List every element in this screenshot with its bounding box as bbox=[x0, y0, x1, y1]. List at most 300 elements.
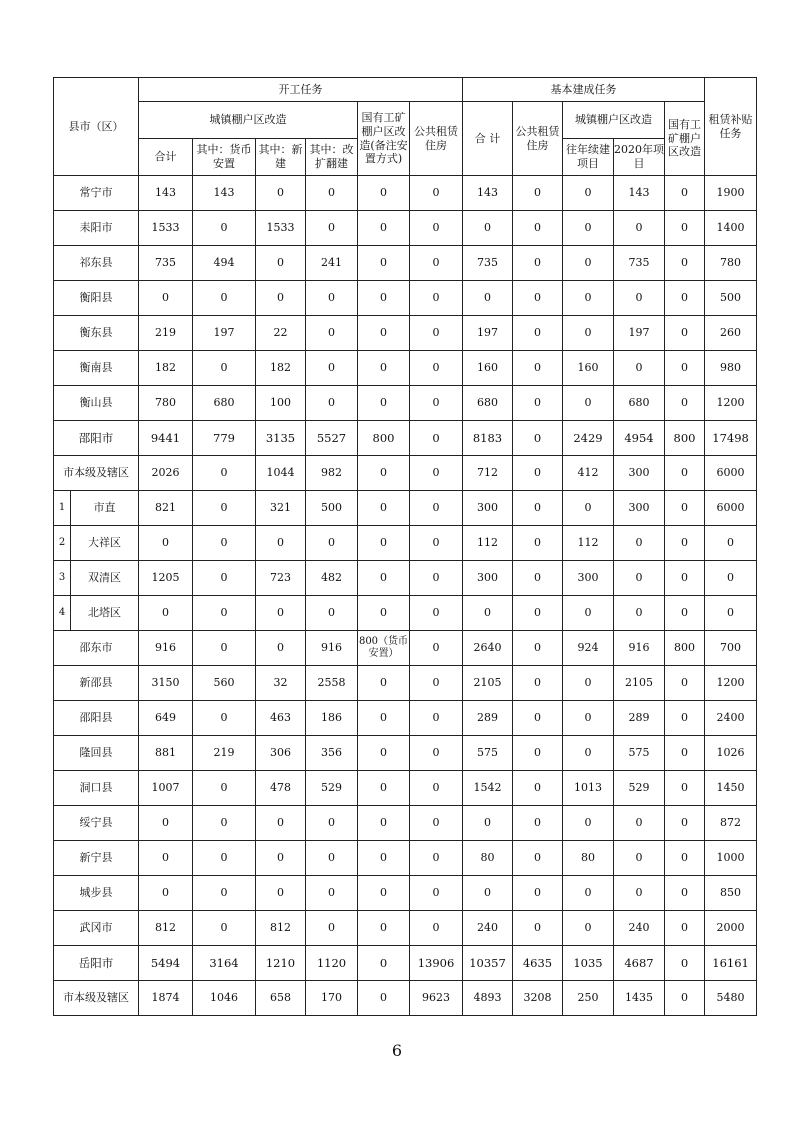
value-cell: 197 bbox=[463, 316, 513, 351]
value-cell: 0 bbox=[563, 911, 614, 946]
value-cell: 0 bbox=[358, 456, 410, 491]
value-cell: 812 bbox=[139, 911, 193, 946]
value-cell: 1046 bbox=[193, 981, 256, 1016]
county-name: 岳阳市 bbox=[54, 946, 139, 981]
value-cell: 0 bbox=[306, 316, 358, 351]
value-cell: 0 bbox=[358, 491, 410, 526]
value-cell: 0 bbox=[563, 736, 614, 771]
value-cell: 0 bbox=[513, 666, 563, 701]
value-cell: 0 bbox=[410, 596, 463, 631]
value-cell: 3150 bbox=[139, 666, 193, 701]
value-cell: 0 bbox=[513, 841, 563, 876]
value-cell: 0 bbox=[665, 386, 705, 421]
value-cell: 1542 bbox=[463, 771, 513, 806]
value-cell: 1533 bbox=[256, 211, 306, 246]
value-cell: 0 bbox=[614, 596, 665, 631]
value-cell: 1450 bbox=[705, 771, 757, 806]
value-cell: 412 bbox=[563, 456, 614, 491]
value-cell: 0 bbox=[463, 876, 513, 911]
value-cell: 0 bbox=[358, 841, 410, 876]
value-cell: 170 bbox=[306, 981, 358, 1016]
value-cell: 80 bbox=[463, 841, 513, 876]
value-cell: 0 bbox=[513, 176, 563, 211]
header-shack-reno-start: 城镇棚户区改造 bbox=[139, 102, 358, 139]
value-cell: 0 bbox=[410, 316, 463, 351]
value-cell: 0 bbox=[306, 596, 358, 631]
value-cell: 560 bbox=[193, 666, 256, 701]
value-cell: 0 bbox=[193, 456, 256, 491]
value-cell: 500 bbox=[306, 491, 358, 526]
value-cell: 321 bbox=[256, 491, 306, 526]
value-cell: 0 bbox=[193, 491, 256, 526]
value-cell: 0 bbox=[705, 596, 757, 631]
value-cell: 0 bbox=[563, 176, 614, 211]
value-cell: 0 bbox=[306, 911, 358, 946]
value-cell: 0 bbox=[463, 806, 513, 841]
value-cell: 1200 bbox=[705, 386, 757, 421]
value-cell: 800 bbox=[358, 421, 410, 456]
value-cell: 0 bbox=[193, 911, 256, 946]
value-cell: 0 bbox=[306, 806, 358, 841]
value-cell: 0 bbox=[513, 736, 563, 771]
value-cell: 0 bbox=[665, 281, 705, 316]
county-name: 北塔区 bbox=[71, 596, 139, 631]
table-row bbox=[54, 596, 757, 631]
row-index: 3 bbox=[54, 561, 71, 596]
value-cell: 0 bbox=[563, 701, 614, 736]
value-cell: 240 bbox=[463, 911, 513, 946]
value-cell: 0 bbox=[358, 211, 410, 246]
value-cell: 0 bbox=[665, 176, 705, 211]
value-cell: 0 bbox=[256, 596, 306, 631]
value-cell: 0 bbox=[614, 351, 665, 386]
header-state-mine-start: 国有工矿棚户区改造(备注安置方式) bbox=[358, 102, 410, 176]
value-cell: 0 bbox=[306, 841, 358, 876]
value-cell: 2026 bbox=[139, 456, 193, 491]
value-cell: 982 bbox=[306, 456, 358, 491]
value-cell: 494 bbox=[193, 246, 256, 281]
page-number: 6 bbox=[391, 1041, 403, 1060]
table-row bbox=[54, 946, 757, 981]
value-cell: 0 bbox=[665, 351, 705, 386]
value-cell: 0 bbox=[463, 211, 513, 246]
value-cell: 0 bbox=[614, 876, 665, 911]
value-cell: 1026 bbox=[705, 736, 757, 771]
value-cell: 700 bbox=[705, 631, 757, 666]
table-row bbox=[54, 806, 757, 841]
value-cell: 0 bbox=[513, 526, 563, 561]
county-name: 市本级及辖区 bbox=[54, 981, 139, 1016]
value-cell: 529 bbox=[614, 771, 665, 806]
table-row bbox=[54, 176, 757, 211]
value-cell: 1400 bbox=[705, 211, 757, 246]
value-cell: 0 bbox=[513, 211, 563, 246]
table-row bbox=[54, 911, 757, 946]
county-name: 大祥区 bbox=[71, 526, 139, 561]
county-name: 衡东县 bbox=[54, 316, 139, 351]
value-cell: 0 bbox=[306, 176, 358, 211]
table-row bbox=[54, 771, 757, 806]
value-cell: 0 bbox=[410, 666, 463, 701]
value-cell: 219 bbox=[139, 316, 193, 351]
value-cell: 0 bbox=[665, 946, 705, 981]
county-name: 绥宁县 bbox=[54, 806, 139, 841]
value-cell: 0 bbox=[410, 736, 463, 771]
value-cell: 658 bbox=[256, 981, 306, 1016]
value-cell: 0 bbox=[306, 876, 358, 911]
county-name: 邵东市 bbox=[54, 631, 139, 666]
value-cell: 9441 bbox=[139, 421, 193, 456]
value-cell: 0 bbox=[665, 526, 705, 561]
value-cell: 0 bbox=[139, 876, 193, 911]
value-cell: 0 bbox=[665, 911, 705, 946]
table-row bbox=[54, 211, 757, 246]
value-cell: 872 bbox=[705, 806, 757, 841]
value-cell: 0 bbox=[358, 981, 410, 1016]
value-cell: 0 bbox=[358, 806, 410, 841]
value-cell: 575 bbox=[463, 736, 513, 771]
value-cell: 649 bbox=[139, 701, 193, 736]
value-cell: 0 bbox=[139, 526, 193, 561]
value-cell: 478 bbox=[256, 771, 306, 806]
county-name: 衡南县 bbox=[54, 351, 139, 386]
value-cell: 0 bbox=[306, 211, 358, 246]
county-name: 祁东县 bbox=[54, 246, 139, 281]
value-cell: 0 bbox=[463, 596, 513, 631]
row-index: 1 bbox=[54, 491, 71, 526]
value-cell: 6000 bbox=[705, 456, 757, 491]
value-cell: 160 bbox=[463, 351, 513, 386]
value-cell: 916 bbox=[306, 631, 358, 666]
table-row bbox=[54, 281, 757, 316]
header-rent-subsidy: 租赁补贴任务 bbox=[705, 78, 757, 176]
header-county: 县市（区） bbox=[54, 78, 139, 176]
table-row bbox=[54, 561, 757, 596]
value-cell: 112 bbox=[463, 526, 513, 561]
value-cell: 1120 bbox=[306, 946, 358, 981]
value-cell: 0 bbox=[513, 421, 563, 456]
value-cell: 4954 bbox=[614, 421, 665, 456]
value-cell: 0 bbox=[306, 351, 358, 386]
table-row bbox=[54, 246, 757, 281]
value-cell: 0 bbox=[665, 806, 705, 841]
value-cell: 735 bbox=[614, 246, 665, 281]
value-cell: 2429 bbox=[563, 421, 614, 456]
value-cell: 0 bbox=[193, 806, 256, 841]
value-cell: 0 bbox=[513, 456, 563, 491]
value-cell: 0 bbox=[705, 526, 757, 561]
value-cell: 0 bbox=[665, 561, 705, 596]
value-cell: 0 bbox=[665, 491, 705, 526]
value-cell: 0 bbox=[410, 631, 463, 666]
value-cell: 300 bbox=[463, 491, 513, 526]
value-cell: 0 bbox=[410, 561, 463, 596]
value-cell: 1900 bbox=[705, 176, 757, 211]
value-cell: 0 bbox=[358, 876, 410, 911]
value-cell: 143 bbox=[463, 176, 513, 211]
value-cell: 0 bbox=[614, 211, 665, 246]
county-name: 城步县 bbox=[54, 876, 139, 911]
value-cell: 1435 bbox=[614, 981, 665, 1016]
value-cell: 0 bbox=[513, 386, 563, 421]
value-cell: 1210 bbox=[256, 946, 306, 981]
value-cell: 0 bbox=[614, 526, 665, 561]
value-cell: 0 bbox=[358, 911, 410, 946]
value-cell: 735 bbox=[463, 246, 513, 281]
value-cell: 4635 bbox=[513, 946, 563, 981]
value-cell: 3208 bbox=[513, 981, 563, 1016]
housing-task-table bbox=[53, 77, 757, 1016]
value-cell: 0 bbox=[665, 981, 705, 1016]
value-cell: 881 bbox=[139, 736, 193, 771]
value-cell: 680 bbox=[463, 386, 513, 421]
value-cell: 0 bbox=[139, 841, 193, 876]
value-cell: 0 bbox=[463, 281, 513, 316]
value-cell: 182 bbox=[139, 351, 193, 386]
value-cell: 17498 bbox=[705, 421, 757, 456]
value-cell: 0 bbox=[410, 771, 463, 806]
value-cell: 13906 bbox=[410, 946, 463, 981]
value-cell: 0 bbox=[193, 211, 256, 246]
value-cell: 32 bbox=[256, 666, 306, 701]
value-cell: 463 bbox=[256, 701, 306, 736]
value-cell: 250 bbox=[563, 981, 614, 1016]
value-cell: 260 bbox=[705, 316, 757, 351]
value-cell: 241 bbox=[306, 246, 358, 281]
county-name: 市直 bbox=[71, 491, 139, 526]
value-cell: 143 bbox=[193, 176, 256, 211]
table-row bbox=[54, 491, 757, 526]
header-total-basic: 合 计 bbox=[463, 102, 513, 176]
value-cell: 0 bbox=[410, 701, 463, 736]
value-cell: 0 bbox=[358, 596, 410, 631]
table-row bbox=[54, 876, 757, 911]
value-cell: 0 bbox=[410, 806, 463, 841]
value-cell: 0 bbox=[410, 911, 463, 946]
value-cell: 0 bbox=[193, 281, 256, 316]
value-cell: 143 bbox=[614, 176, 665, 211]
value-cell: 0 bbox=[665, 456, 705, 491]
value-cell: 0 bbox=[563, 491, 614, 526]
table-row bbox=[54, 981, 757, 1016]
table-row bbox=[54, 701, 757, 736]
value-cell: 5494 bbox=[139, 946, 193, 981]
value-cell: 0 bbox=[665, 841, 705, 876]
value-cell: 300 bbox=[463, 561, 513, 596]
value-cell: 0 bbox=[665, 246, 705, 281]
value-cell: 850 bbox=[705, 876, 757, 911]
header-prev-years: 往年续建项目 bbox=[563, 139, 614, 176]
header-start-task: 开工任务 bbox=[139, 78, 463, 102]
value-cell: 1007 bbox=[139, 771, 193, 806]
value-cell: 306 bbox=[256, 736, 306, 771]
county-name: 衡阳县 bbox=[54, 281, 139, 316]
county-name: 耒阳市 bbox=[54, 211, 139, 246]
value-cell: 0 bbox=[410, 491, 463, 526]
value-cell: 0 bbox=[563, 211, 614, 246]
value-cell: 0 bbox=[358, 176, 410, 211]
value-cell: 2105 bbox=[614, 666, 665, 701]
value-cell: 0 bbox=[256, 176, 306, 211]
value-cell: 0 bbox=[665, 211, 705, 246]
value-cell: 0 bbox=[193, 596, 256, 631]
value-cell: 300 bbox=[563, 561, 614, 596]
value-cell: 0 bbox=[306, 526, 358, 561]
value-cell: 197 bbox=[193, 316, 256, 351]
value-cell: 0 bbox=[358, 281, 410, 316]
value-cell: 0 bbox=[705, 561, 757, 596]
value-cell: 0 bbox=[665, 876, 705, 911]
value-cell: 0 bbox=[513, 281, 563, 316]
value-cell: 0 bbox=[256, 806, 306, 841]
value-cell: 0 bbox=[614, 561, 665, 596]
value-cell: 980 bbox=[705, 351, 757, 386]
value-cell: 780 bbox=[705, 246, 757, 281]
value-cell: 0 bbox=[410, 386, 463, 421]
value-cell: 0 bbox=[563, 281, 614, 316]
county-name: 衡山县 bbox=[54, 386, 139, 421]
value-cell: 0 bbox=[256, 631, 306, 666]
value-cell: 0 bbox=[513, 561, 563, 596]
table-row bbox=[54, 841, 757, 876]
value-cell: 0 bbox=[306, 386, 358, 421]
header-state-mine-basic: 国有工矿棚户区改造 bbox=[665, 102, 705, 176]
value-cell: 924 bbox=[563, 631, 614, 666]
value-cell: 0 bbox=[513, 806, 563, 841]
county-name: 邵阳市 bbox=[54, 421, 139, 456]
table-row bbox=[54, 316, 757, 351]
value-cell: 779 bbox=[193, 421, 256, 456]
value-cell: 821 bbox=[139, 491, 193, 526]
value-cell: 0 bbox=[563, 876, 614, 911]
value-cell: 9623 bbox=[410, 981, 463, 1016]
header-basic-task: 基本建成任务 bbox=[463, 78, 705, 102]
value-cell: 0 bbox=[563, 316, 614, 351]
county-name: 新邵县 bbox=[54, 666, 139, 701]
table-row bbox=[54, 526, 757, 561]
value-cell: 0 bbox=[193, 701, 256, 736]
county-name: 洞口县 bbox=[54, 771, 139, 806]
row-index: 4 bbox=[54, 596, 71, 631]
value-cell: 0 bbox=[358, 386, 410, 421]
value-cell: 0 bbox=[513, 316, 563, 351]
value-cell: 0 bbox=[358, 316, 410, 351]
value-cell: 0 bbox=[665, 596, 705, 631]
value-cell: 0 bbox=[513, 911, 563, 946]
value-cell: 0 bbox=[193, 876, 256, 911]
value-cell: 0 bbox=[358, 351, 410, 386]
value-cell: 0 bbox=[410, 841, 463, 876]
value-cell: 300 bbox=[614, 491, 665, 526]
header-total-start: 合计 bbox=[139, 139, 193, 176]
value-cell: 2000 bbox=[705, 911, 757, 946]
value-cell: 0 bbox=[513, 596, 563, 631]
value-cell: 0 bbox=[614, 281, 665, 316]
header-public-rental-start: 公共租赁住房 bbox=[410, 102, 463, 176]
value-cell: 0 bbox=[358, 946, 410, 981]
value-cell: 680 bbox=[614, 386, 665, 421]
table-row bbox=[54, 351, 757, 386]
value-cell: 0 bbox=[513, 701, 563, 736]
value-cell: 780 bbox=[139, 386, 193, 421]
value-cell: 186 bbox=[306, 701, 358, 736]
value-cell: 143 bbox=[139, 176, 193, 211]
value-cell: 0 bbox=[563, 386, 614, 421]
value-cell: 0 bbox=[256, 246, 306, 281]
value-cell: 0 bbox=[513, 246, 563, 281]
value-cell: 0 bbox=[193, 561, 256, 596]
value-cell: 160 bbox=[563, 351, 614, 386]
value-cell: 8183 bbox=[463, 421, 513, 456]
value-cell: 800（货币安置） bbox=[358, 631, 410, 666]
value-cell: 0 bbox=[256, 526, 306, 561]
header-of-which-cash: 其中：货币安置 bbox=[193, 139, 256, 176]
value-cell: 0 bbox=[563, 246, 614, 281]
value-cell: 0 bbox=[513, 771, 563, 806]
value-cell: 0 bbox=[410, 281, 463, 316]
value-cell: 289 bbox=[463, 701, 513, 736]
value-cell: 0 bbox=[358, 561, 410, 596]
value-cell: 0 bbox=[513, 631, 563, 666]
value-cell: 300 bbox=[614, 456, 665, 491]
value-cell: 1200 bbox=[705, 666, 757, 701]
county-name: 武冈市 bbox=[54, 911, 139, 946]
value-cell: 0 bbox=[614, 841, 665, 876]
value-cell: 0 bbox=[614, 806, 665, 841]
row-index: 2 bbox=[54, 526, 71, 561]
value-cell: 10357 bbox=[463, 946, 513, 981]
county-name: 常宁市 bbox=[54, 176, 139, 211]
value-cell: 0 bbox=[410, 876, 463, 911]
value-cell: 1013 bbox=[563, 771, 614, 806]
county-name: 市本级及辖区 bbox=[54, 456, 139, 491]
value-cell: 1874 bbox=[139, 981, 193, 1016]
value-cell: 1205 bbox=[139, 561, 193, 596]
value-cell: 812 bbox=[256, 911, 306, 946]
value-cell: 0 bbox=[513, 351, 563, 386]
value-cell: 0 bbox=[410, 176, 463, 211]
value-cell: 219 bbox=[193, 736, 256, 771]
value-cell: 0 bbox=[410, 246, 463, 281]
value-cell: 0 bbox=[193, 841, 256, 876]
value-cell: 6000 bbox=[705, 491, 757, 526]
county-name: 隆回县 bbox=[54, 736, 139, 771]
value-cell: 482 bbox=[306, 561, 358, 596]
value-cell: 0 bbox=[410, 351, 463, 386]
value-cell: 1000 bbox=[705, 841, 757, 876]
value-cell: 575 bbox=[614, 736, 665, 771]
value-cell: 0 bbox=[193, 631, 256, 666]
value-cell: 356 bbox=[306, 736, 358, 771]
value-cell: 916 bbox=[614, 631, 665, 666]
county-name: 新宁县 bbox=[54, 841, 139, 876]
value-cell: 0 bbox=[358, 666, 410, 701]
value-cell: 0 bbox=[513, 876, 563, 911]
value-cell: 5480 bbox=[705, 981, 757, 1016]
value-cell: 680 bbox=[193, 386, 256, 421]
value-cell: 182 bbox=[256, 351, 306, 386]
value-cell: 712 bbox=[463, 456, 513, 491]
value-cell: 289 bbox=[614, 701, 665, 736]
value-cell: 0 bbox=[139, 596, 193, 631]
value-cell: 0 bbox=[193, 526, 256, 561]
table-row bbox=[54, 421, 757, 456]
value-cell: 0 bbox=[306, 281, 358, 316]
value-cell: 800 bbox=[665, 631, 705, 666]
value-cell: 0 bbox=[358, 526, 410, 561]
header-year-2020: 2020年项目 bbox=[614, 139, 665, 176]
value-cell: 240 bbox=[614, 911, 665, 946]
